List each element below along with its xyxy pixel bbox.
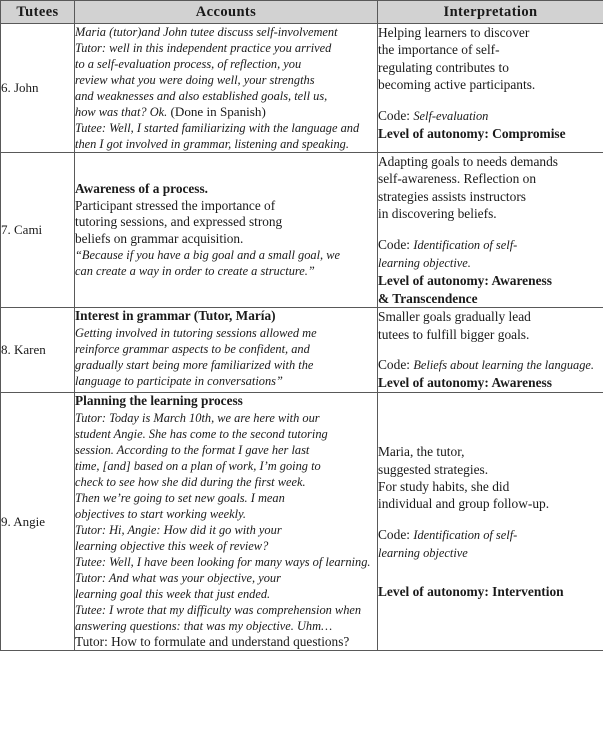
account-line: Tutor: Hi, Angie: How did it go with your	[75, 522, 282, 537]
interpretation-line: individual and group follow-up.	[378, 496, 550, 512]
account-heading: Planning the learning process	[75, 392, 243, 408]
account-heading: Awareness of a process.	[75, 180, 208, 196]
account-line: tutoring sessions, and expressed strong	[75, 214, 283, 230]
interpretation-line: For study habits, she did	[378, 478, 510, 494]
code-label: Code:	[378, 526, 414, 542]
table-row	[1, 308, 603, 393]
account-line: language to participate in conversations”	[75, 374, 283, 389]
account-line-mixed	[75, 104, 377, 120]
account-line: beliefs on grammar acquisition.	[75, 230, 244, 246]
code-line	[378, 356, 603, 374]
autonomy-line-continued: & Transcendence	[378, 290, 478, 306]
code-label: Code:	[378, 107, 414, 123]
account-line: gradually start being more familiarized with the	[75, 358, 314, 373]
interpretation-line: suggested strategies.	[378, 461, 489, 477]
account-line: Tutor: well in this independent practice you arrived	[75, 41, 332, 55]
spacer	[378, 223, 603, 236]
interpretation-cell	[378, 392, 603, 650]
account-line: to a self-evaluation process, of reflection, you	[75, 57, 302, 71]
account-line-roman-part: (Done in Spanish)	[167, 104, 266, 119]
account-line-italic-part: how was that? Ok.	[75, 105, 168, 119]
account-line: review what you were doing well, your strengths	[75, 73, 315, 87]
interpretation-line: tutees to fulfill bigger goals.	[378, 326, 530, 342]
code-line-continued	[378, 254, 603, 272]
code-line-continued	[378, 544, 603, 562]
code-value: Self-evaluation	[413, 108, 489, 123]
account-line: check to see how she did during the first week.	[75, 474, 306, 489]
table-row	[1, 24, 603, 153]
table-header	[1, 1, 603, 24]
header-row	[1, 1, 603, 24]
account-line: learning goal this week that just ended.	[75, 586, 271, 601]
autonomy-line: Level of autonomy: Compromise	[378, 126, 566, 142]
account-line: Participant stressed the importance of	[75, 197, 276, 213]
interpretation-line: becoming active participants.	[378, 77, 536, 93]
spacer	[378, 94, 603, 107]
tutee-name-cell: 7. Cami	[1, 153, 75, 308]
interpretation-line: regulating contributes to	[378, 59, 509, 75]
code-value: Identification of self-	[413, 527, 518, 542]
code-line	[378, 107, 603, 125]
interpretation-line: self-awareness. Reflection on	[378, 171, 537, 187]
table-row	[1, 153, 603, 308]
interpretation-line: in discovering beliefs.	[378, 206, 497, 222]
interpretation-cell	[378, 308, 603, 393]
account-line: and weaknesses and also established goals, tell us,	[75, 89, 328, 103]
code-value-continued: learning objective	[378, 546, 468, 561]
spacer	[378, 513, 603, 526]
account-line: answering questions: that was my objective. Uhm…	[75, 618, 333, 633]
column-header-accounts: Accounts	[75, 1, 378, 24]
code-value: Beliefs about learning the language.	[413, 358, 595, 373]
account-line: learning objective this week of review?	[75, 538, 269, 553]
account-line: Tutor: Today is March 10th, we are here with our	[75, 410, 320, 425]
interpretation-cell	[378, 153, 603, 308]
tutee-name-cell: 6. John	[1, 24, 75, 153]
code-value: Identification of self-	[413, 237, 518, 252]
accounts-cell	[75, 153, 378, 308]
code-value-continued: learning objective.	[378, 256, 471, 271]
autonomy-line: Level of autonomy: Intervention	[378, 583, 564, 599]
account-line: time, [and] based on a plan of work, I’m going to	[75, 458, 321, 473]
account-line: reinforce grammar aspects to be confident, and	[75, 342, 310, 357]
account-line: Maria (tutor)and John tutee discuss self-involvement	[75, 25, 338, 39]
account-line: student Angie. She has come to the second tutoring	[75, 426, 328, 441]
code-line	[378, 236, 603, 254]
account-line: Tutor: And what was your objective, your	[75, 570, 281, 585]
accounts-cell	[75, 392, 378, 650]
interpretation-line: Adapting goals to needs demands	[378, 154, 558, 169]
autonomy-line: Level of autonomy: Awareness	[378, 375, 552, 391]
interpretation-line: the importance of self-	[378, 42, 500, 58]
account-line: Tutee: I wrote that my difficulty was comprehension when	[75, 602, 362, 617]
account-line: “Because if you have a big goal and a small goal, we	[75, 248, 340, 263]
accounts-cell	[75, 308, 378, 393]
interpretation-line: Maria, the tutor,	[378, 444, 465, 460]
table-body	[1, 24, 603, 651]
code-line	[378, 526, 603, 544]
account-line: objectives to start working weekly.	[75, 506, 247, 521]
table-row	[1, 392, 603, 650]
account-line: Tutee: Well, I started familiarizing with the language and	[75, 121, 360, 135]
account-line: can create a way in order to create a structure.”	[75, 264, 315, 279]
autonomy-line: Level of autonomy: Awareness	[378, 273, 552, 289]
account-line: Tutee: Well, I have been looking for many ways of learning.	[75, 554, 371, 569]
tutee-name-cell: 9. Angie	[1, 392, 75, 650]
account-line: Tutor: How to formulate and understand questions?	[75, 633, 350, 649]
column-header-tutees: Tutees	[1, 1, 75, 24]
code-label: Code:	[378, 236, 414, 252]
spacer	[378, 343, 603, 356]
interpretation-line: strategies assists instructors	[378, 188, 527, 204]
accounts-cell	[75, 24, 378, 153]
column-header-interpretation: Interpretation	[378, 1, 603, 24]
interpretation-line: Smaller goals gradually lead	[378, 309, 531, 325]
code-label: Code:	[378, 357, 414, 373]
interpretation-cell	[378, 24, 603, 153]
account-line: Getting involved in tutoring sessions allowed me	[75, 326, 317, 341]
account-heading: Interest in grammar (Tutor, María)	[75, 308, 276, 324]
spacer	[378, 563, 603, 583]
account-line: then I got involved in grammar, listening and speaking.	[75, 137, 349, 151]
account-line: session. According to the format I gave her last	[75, 442, 310, 457]
tutee-name-cell: 8. Karen	[1, 308, 75, 393]
account-line: Then we’re going to set new goals. I mean	[75, 490, 285, 505]
interpretation-line: Helping learners to discover	[378, 25, 530, 40]
